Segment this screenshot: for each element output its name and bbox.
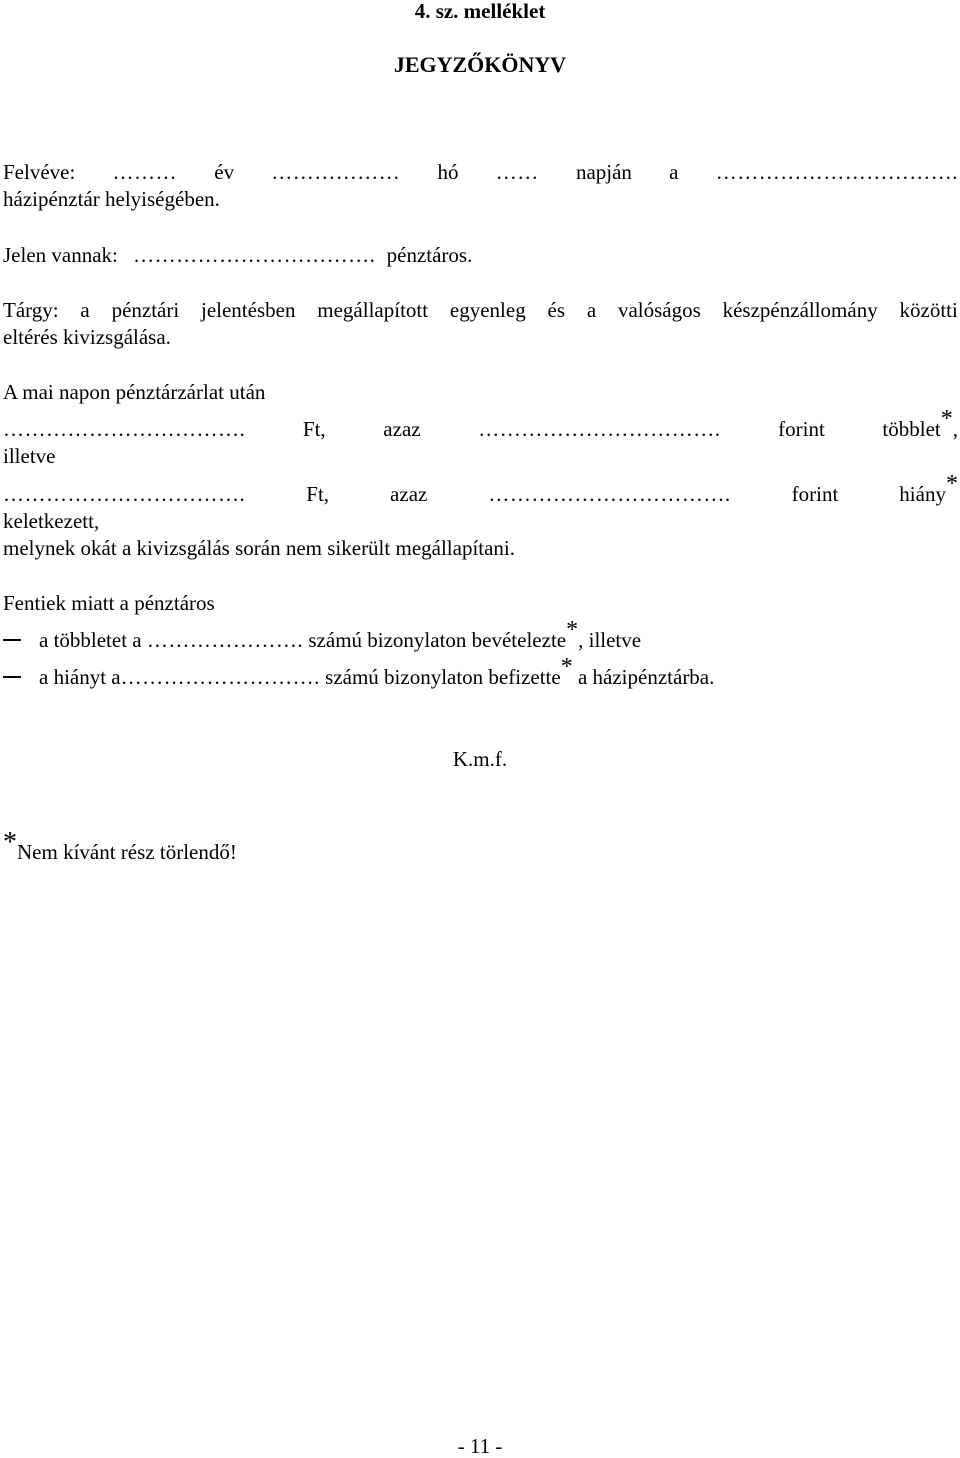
tobblet-continuation: illetve: [3, 444, 56, 468]
targy-word: Tárgy:: [3, 298, 59, 322]
list-item-hiany: a hiányt a………………………. számú bizonylaton befizette* a házipénztárba.: [3, 667, 714, 688]
jelen-label: Jelen vannak:: [3, 243, 118, 267]
blank-field: ………: [112, 160, 178, 184]
blank-field: …………………………….: [715, 160, 958, 184]
targy-word: valóságos: [617, 298, 701, 322]
melynek-text: melynek okát a kivizsgálás során nem sikerült megállapítani.: [3, 536, 516, 560]
kmf-text: K.m.f.: [452, 747, 508, 771]
napjan-label: napján: [575, 160, 632, 184]
hiany-line: [3, 471, 958, 506]
forint-label: forint: [778, 417, 825, 441]
tobblet-line: [3, 406, 958, 441]
blank-field: …………………………….: [3, 482, 246, 506]
targy-word: készpénzállomány: [722, 298, 878, 322]
ho-label: hó: [437, 160, 459, 184]
jelen-role: pénztáros.: [386, 243, 473, 267]
dash-bullet-icon: [3, 676, 21, 678]
article-a: a: [669, 160, 679, 184]
ev-label: év: [214, 160, 235, 184]
targy-line: [3, 300, 958, 321]
felveve-label: Felvéve:: [3, 160, 76, 184]
hiany-word: hiány*: [899, 471, 958, 506]
tobblet-word: többlet*,: [882, 406, 958, 441]
jelen-line: [3, 245, 472, 266]
footnote-star: *: [940, 406, 953, 432]
felveve-continuation: házipénztár helyiségében.: [3, 187, 220, 211]
list-item-tobblet: a többletet a …………………. számú bizonylaton bevételezte*, illetve: [3, 630, 641, 651]
blank-field: …………………………….: [478, 417, 721, 441]
blank-field: ………………….: [146, 628, 304, 652]
targy-word: egyenleg: [449, 298, 526, 322]
footnote-star: *: [566, 617, 579, 643]
targy-word: jelentésben: [201, 298, 296, 322]
footnote-star: *: [560, 654, 573, 680]
targy-continuation: eltérés kivizsgálása.: [3, 325, 171, 349]
blank-field: …………………………….: [133, 243, 376, 267]
blank-field: ……………………….: [120, 665, 320, 689]
targy-word: a: [586, 298, 597, 322]
blank-field: ………………: [271, 160, 401, 184]
footnote-text: Nem kívánt rész törlendő!: [17, 840, 237, 864]
dash-bullet-icon: [3, 639, 21, 641]
blank-field: …………………………….: [3, 417, 246, 441]
document-title: JEGYZŐKÖNYV: [393, 52, 567, 77]
footnote-star: *: [3, 827, 17, 858]
page-number: - 11 -: [457, 1434, 503, 1458]
ft-label: Ft,: [302, 417, 326, 441]
targy-word: pénztári: [111, 298, 180, 322]
felveve-line: [3, 162, 958, 183]
annex-label: 4. sz. melléklet: [414, 0, 546, 23]
azaz-label: azaz: [383, 417, 421, 441]
targy-word: közötti: [899, 298, 958, 322]
blank-field: …………………………….: [488, 482, 731, 506]
blank-field: ……: [495, 160, 539, 184]
ft-label: Ft,: [306, 482, 330, 506]
footnote: [3, 827, 237, 864]
azaz-label: azaz: [390, 482, 428, 506]
targy-word: megállapított: [317, 298, 429, 322]
forint-label: forint: [791, 482, 839, 506]
fentiek-text: Fentiek miatt a pénztáros: [3, 591, 215, 615]
hiany-continuation: keletkezett,: [3, 509, 100, 533]
footnote-star: *: [945, 471, 958, 497]
targy-word: és: [547, 298, 566, 322]
mai-napon-text: A mai napon pénztárzárlat után: [3, 380, 266, 404]
targy-word: a: [80, 298, 90, 322]
